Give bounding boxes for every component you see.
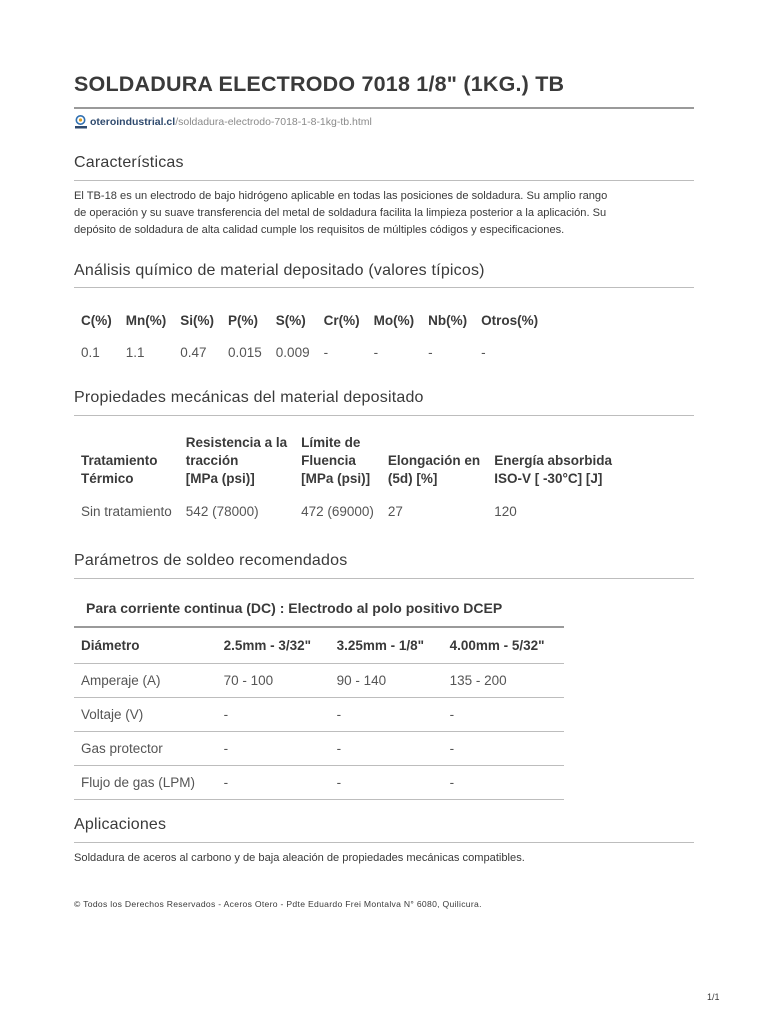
table-cell: 0.47 [180, 344, 207, 360]
header-line: (5d) [%] [387, 471, 438, 486]
column-header: 4.00mm - 5/32" [443, 627, 564, 663]
text-line: de operación y su suave transferencia del metal de soldadura facilita la limpieza posterior a la aplicación. Su [74, 207, 607, 219]
column-header: P(%) [228, 312, 258, 328]
header-line: Fluencia [301, 453, 356, 468]
table-cell: - [443, 731, 564, 765]
table-cell: - [443, 765, 564, 799]
section-divider [74, 180, 694, 181]
section-heading-parametros: Parámetros de soldeo recomendados [74, 552, 348, 569]
column-header: Nb(%) [428, 312, 468, 328]
aplicaciones-text: Soldadura de aceros al carbono y de baja aleación de propiedades mecánicas compatibles. [74, 852, 525, 864]
header-line: Energía absorbida [494, 453, 612, 468]
section-divider [74, 578, 694, 579]
column-header: Si(%) [180, 312, 214, 328]
table-header-row [74, 627, 564, 663]
text-line: El TB-18 es un electrodo de bajo hidrógeno aplicable en todas las posiciones de soldadura. Su amplio rango [74, 190, 608, 202]
header-line: Tratamiento [81, 453, 158, 468]
table-cell: - [428, 344, 433, 360]
page-title: SOLDADURA ELECTRODO 7018 1/8" (1KG.) TB [74, 72, 565, 96]
table-cell: 135 - 200 [443, 663, 564, 697]
table-cell: - [217, 765, 330, 799]
header-line: [MPa (psi)] [301, 471, 371, 486]
table-cell: - [373, 344, 379, 360]
source-domain[interactable]: oteroindustrial.cl [90, 116, 176, 128]
source-url[interactable] [74, 114, 372, 130]
column-header [294, 428, 381, 494]
table-cell: 542 (78000) [185, 504, 259, 519]
title-divider [74, 107, 694, 109]
table-cell: 0.1 [81, 344, 100, 360]
column-header [487, 428, 619, 494]
table-cell: - [443, 697, 564, 731]
table-cell: 120 [494, 504, 517, 519]
column-header: Diámetro [74, 627, 217, 663]
column-header: Cr(%) [323, 312, 360, 328]
table-row [74, 494, 619, 529]
section-divider [74, 842, 694, 843]
table-cell: - [323, 344, 329, 360]
section-heading-propiedades: Propiedades mecánicas del material depositado [74, 389, 424, 406]
column-header [381, 428, 487, 494]
table-row [74, 338, 545, 366]
table-cell: 0.009 [275, 344, 310, 360]
column-header: Otros(%) [481, 312, 539, 328]
header-line: tracción [185, 453, 239, 468]
mechanical-properties-table [74, 428, 619, 529]
table-header-row [74, 302, 545, 338]
header-line: Térmico [81, 471, 134, 486]
header-line: Resistencia a la [185, 435, 288, 450]
column-header [74, 428, 179, 494]
header-line: ISO-V [ -30°C] [J] [494, 471, 603, 486]
table-cell: Gas protector [74, 731, 217, 765]
column-header: C(%) [81, 312, 112, 328]
section-divider [74, 415, 694, 416]
table-cell: - [217, 731, 330, 765]
section-divider [74, 287, 694, 288]
column-header: Mn(%) [125, 312, 167, 328]
source-path[interactable]: /soldadura-electrodo-7018-1-8-1kg-tb.html [175, 116, 372, 128]
column-header: Mo(%) [373, 312, 415, 328]
column-header: 2.5mm - 3/32" [217, 627, 330, 663]
table-row [74, 663, 564, 697]
table-cell: 1.1 [125, 344, 145, 360]
table-cell: 0.015 [228, 344, 262, 360]
table-row [74, 765, 564, 799]
table-cell: 27 [387, 504, 403, 519]
welding-parameters-table [74, 626, 564, 800]
table-cell: Sin tratamiento [81, 504, 172, 519]
table-header-row [74, 428, 619, 494]
table-cell: - [481, 344, 486, 360]
page-number: 1/1 [707, 992, 720, 1002]
table-cell: - [330, 731, 443, 765]
otero-logo-icon [74, 114, 88, 130]
section-heading-analisis: Análisis químico de material depositado (valores típicos) [74, 262, 485, 279]
section-heading-caracteristicas: Características [74, 154, 184, 171]
header-line: Límite de [301, 435, 361, 450]
text-line: depósito de soldadura de alta calidad cumple los requisitos de múltiples códigos y especificaciones. [74, 224, 565, 236]
footer-copyright: © Todos los Derechos Reservados - Aceros Otero - Pdte Eduardo Frei Montalva N° 6080, Quilicura. [74, 899, 482, 909]
table-row [74, 697, 564, 731]
header-line: [MPa (psi)] [185, 471, 255, 486]
table-cell: 70 - 100 [217, 663, 330, 697]
header-line: Elongación en [387, 453, 481, 468]
table-cell: - [330, 765, 443, 799]
table-cell: Amperaje (A) [74, 663, 217, 697]
table-cell: 90 - 140 [330, 663, 443, 697]
table-row [74, 731, 564, 765]
caracteristicas-text [74, 188, 674, 239]
table-cell: 472 (69000) [301, 504, 374, 519]
column-header: S(%) [275, 312, 306, 328]
column-header [179, 428, 294, 494]
table-cell: - [330, 697, 443, 731]
table-cell: Flujo de gas (LPM) [74, 765, 217, 799]
table-caption: Para corriente continua (DC) : Electrodo al polo positivo DCEP [86, 600, 503, 616]
section-heading-aplicaciones: Aplicaciones [74, 816, 167, 833]
table-cell: Voltaje (V) [74, 697, 217, 731]
chemical-analysis-table [74, 302, 545, 366]
column-header: 3.25mm - 1/8" [330, 627, 443, 663]
table-cell: - [217, 697, 330, 731]
